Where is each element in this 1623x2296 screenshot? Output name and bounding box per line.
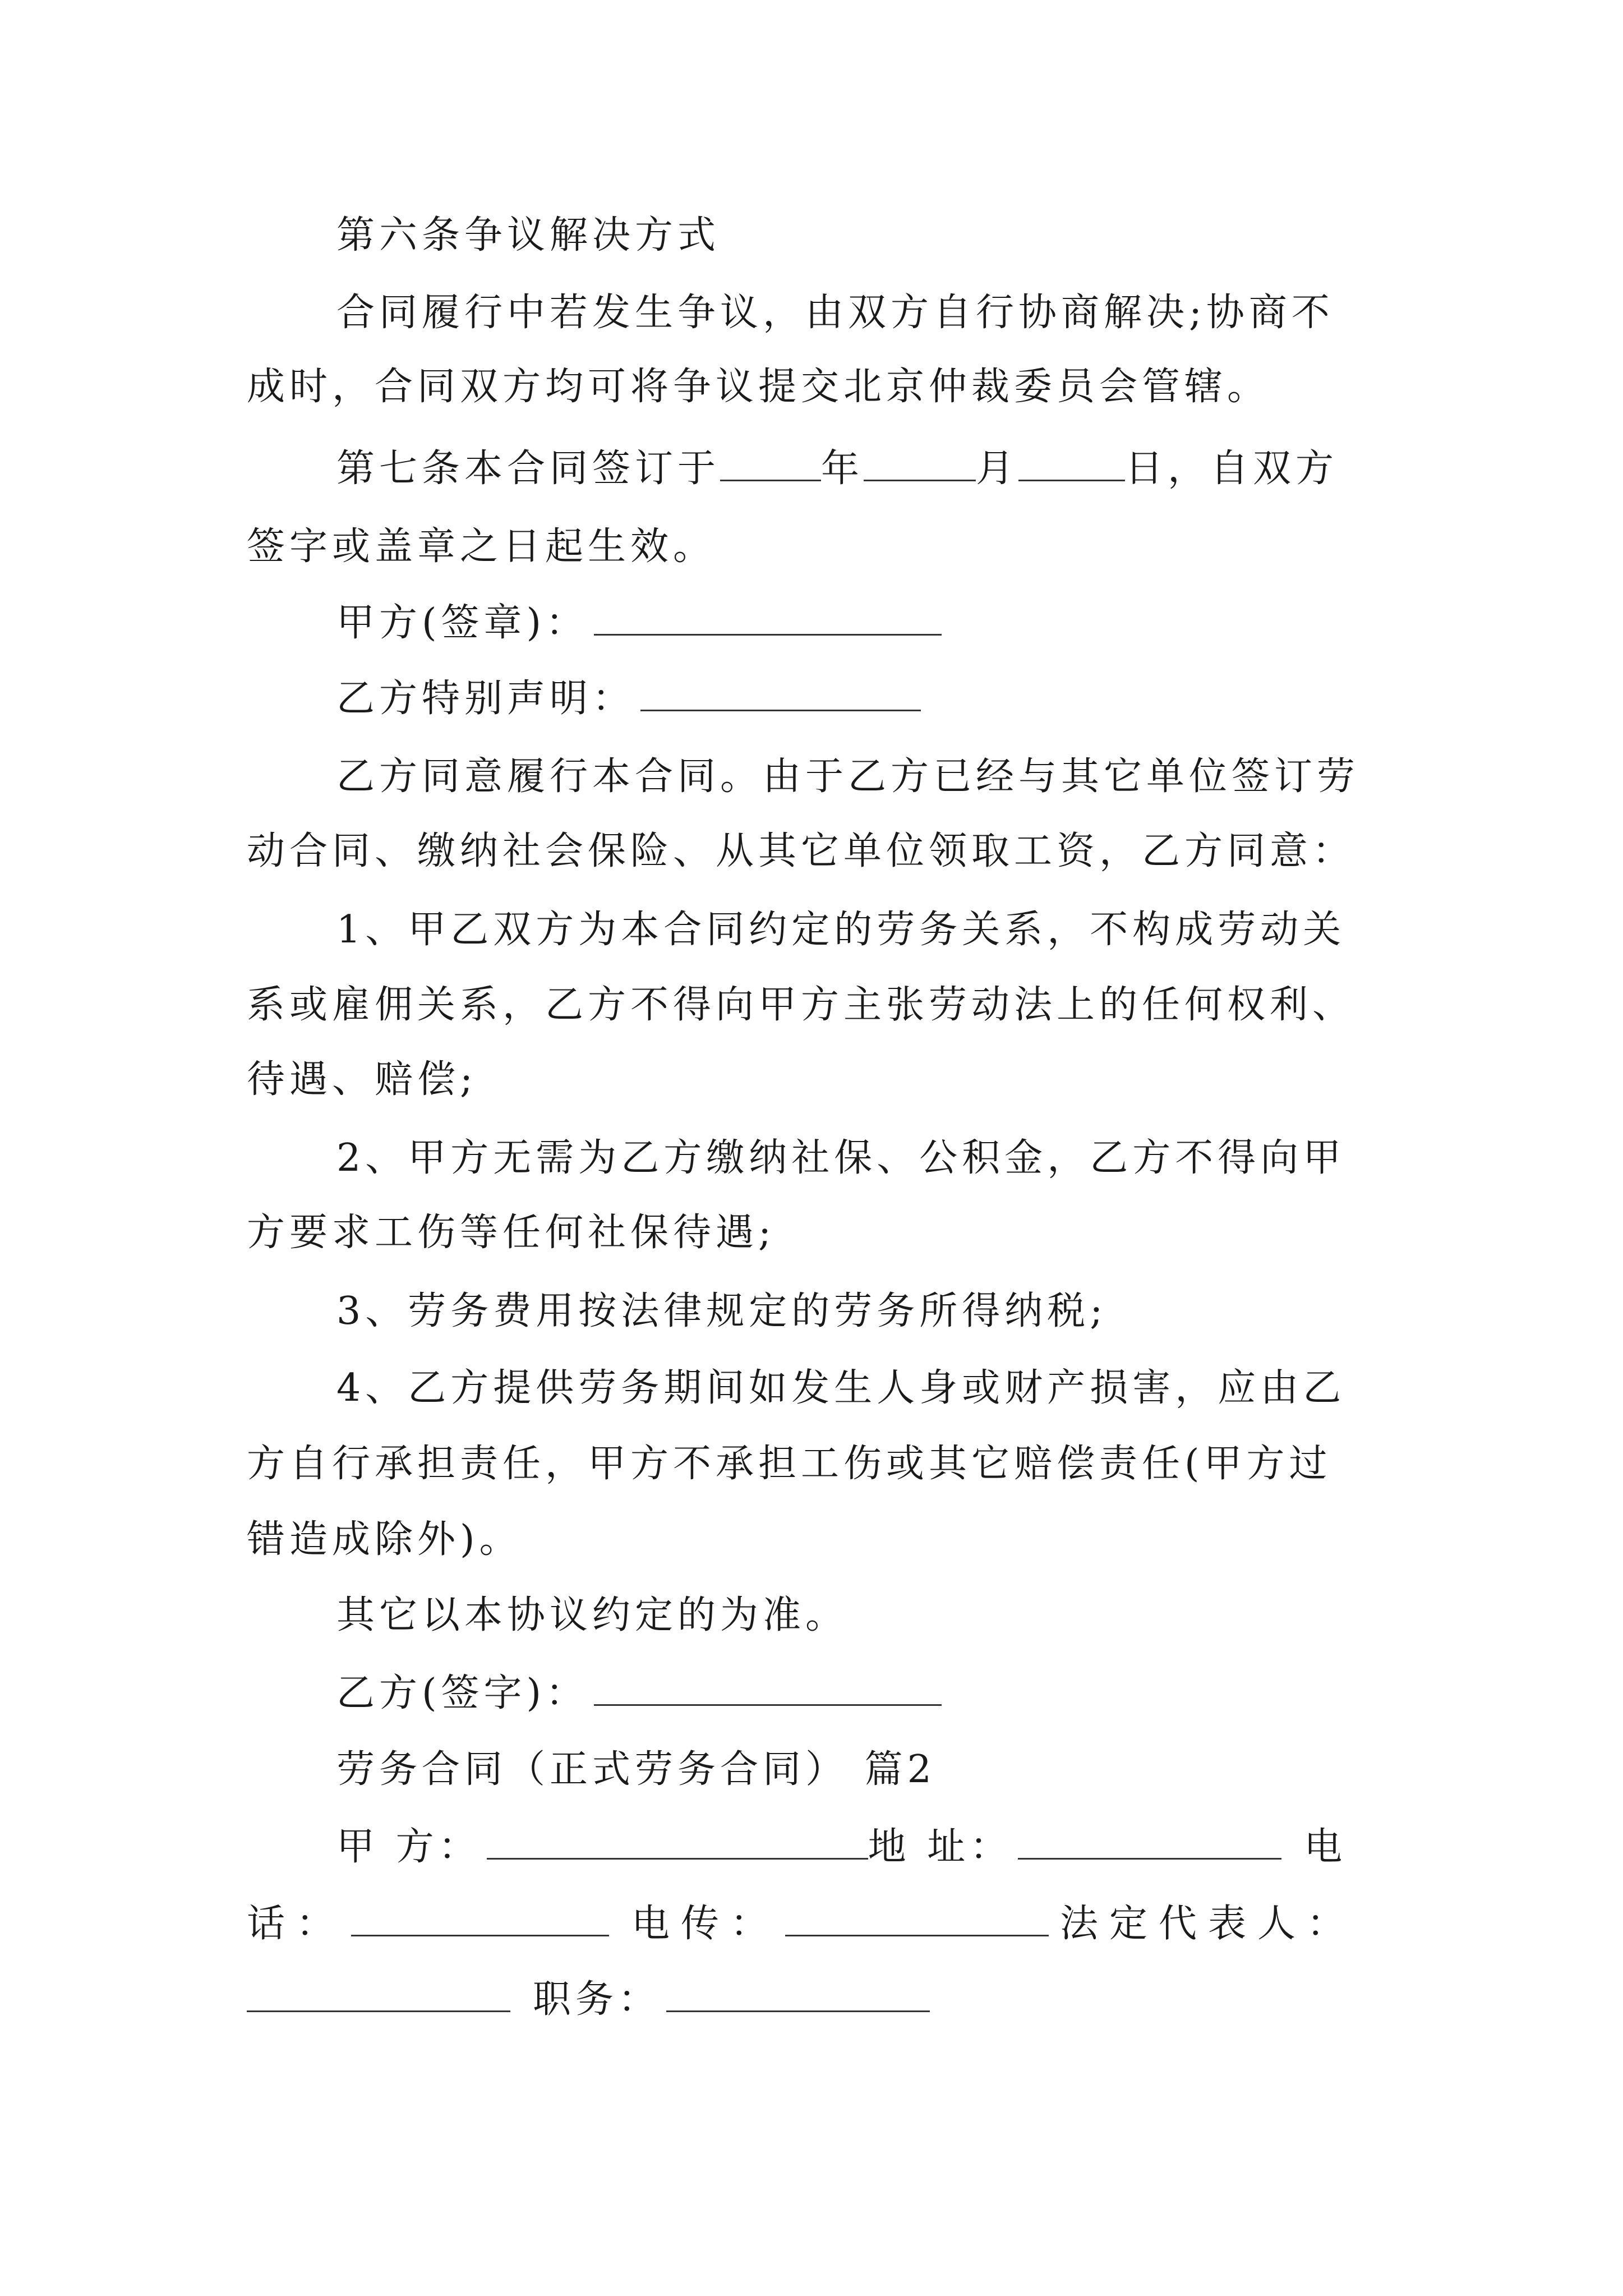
address-label: 地 址： (868, 1825, 1013, 1869)
month-label: 月 (976, 447, 1019, 491)
article-7-line (336, 446, 1338, 491)
party-b-statement-line (336, 676, 921, 721)
party-a-label: 甲 方： (336, 1825, 481, 1869)
party-b-statement-blank (640, 676, 921, 711)
legal-rep-label: 法定代表人： (1060, 1902, 1357, 1946)
party-a-blank (487, 1825, 868, 1860)
clause-4-line: 方自行承担责任，甲方不承担工伤或其它赔偿责任(甲方过 (247, 1442, 1332, 1486)
clause-1-line: 待遇、赔偿; (247, 1057, 477, 1102)
fax-label: 电传： (631, 1902, 780, 1946)
section-heading: 劳务合同（正式劳务合同） 篇2 (336, 1747, 936, 1792)
party-b-sign-line (336, 1671, 942, 1715)
paragraph-line: 合同履行中若发生争议，由双方自行协商解决;协商不 (336, 291, 1334, 335)
clause-1-line: 1、甲乙双方为本合同约定的劳务关系，不构成劳动关 (336, 908, 1346, 952)
month-blank (864, 446, 976, 481)
contact-info-line (247, 1902, 1356, 1947)
paragraph-line: 乙方同意履行本合同。由于乙方已经与其它单位签订劳 (336, 754, 1360, 799)
party-b-sign-label: 乙方(签字)： (336, 1671, 589, 1715)
position-blank (666, 1978, 930, 2012)
article-6-title: 第六条争议解决方式 (336, 213, 721, 257)
paragraph-line: 动合同、缴纳社会保险、从其它单位领取工资，乙方同意： (247, 829, 1355, 873)
party-b-statement-label: 乙方特别声明： (336, 677, 635, 721)
clause-4-line: 错造成除外)。 (247, 1517, 522, 1562)
day-blank (1018, 446, 1125, 481)
paragraph-line: 其它以本协议约定的为准。 (336, 1593, 849, 1637)
position-line (247, 1977, 930, 2022)
year-label: 年 (821, 447, 864, 491)
article-7-text: 第七条本合同签订于 (336, 447, 721, 491)
phone-label-end: 话： (247, 1902, 346, 1946)
party-a-seal-label: 甲方(签章)： (336, 601, 589, 645)
phone-blank (351, 1902, 609, 1936)
party-a-seal-blank (594, 600, 942, 636)
position-label: 职务： (533, 1977, 661, 2022)
clause-3-line: 3、劳务费用按法律规定的劳务所得纳税; (336, 1289, 1108, 1333)
clause-2-line: 2、甲方无需为乙方缴纳社保、公积金，乙方不得向甲 (336, 1136, 1346, 1180)
clause-1-line: 系或雇佣关系，乙方不得向甲方主张劳动法上的任何权利、 (247, 983, 1355, 1027)
address-blank (1018, 1825, 1281, 1860)
paragraph-line: 签字或盖章之日起生效。 (247, 524, 716, 569)
party-a-seal-line (336, 600, 942, 645)
paragraph-line: 成时，合同双方均可将争议提交北京仲裁委员会管辖。 (247, 365, 1270, 409)
party-a-info-line (336, 1825, 1347, 1870)
phone-label-start: 电 (1304, 1825, 1347, 1869)
day-label: 日，自双方 (1125, 447, 1339, 491)
clause-4-line: 4、乙方提供劳务期间如发生人身或财产损害，应由乙 (336, 1366, 1346, 1410)
clause-2-line: 方要求工伤等任何社保待遇; (247, 1211, 776, 1255)
party-b-sign-blank (594, 1671, 942, 1706)
fax-blank (785, 1902, 1049, 1936)
year-blank (720, 446, 821, 481)
legal-rep-blank (247, 1978, 510, 2012)
